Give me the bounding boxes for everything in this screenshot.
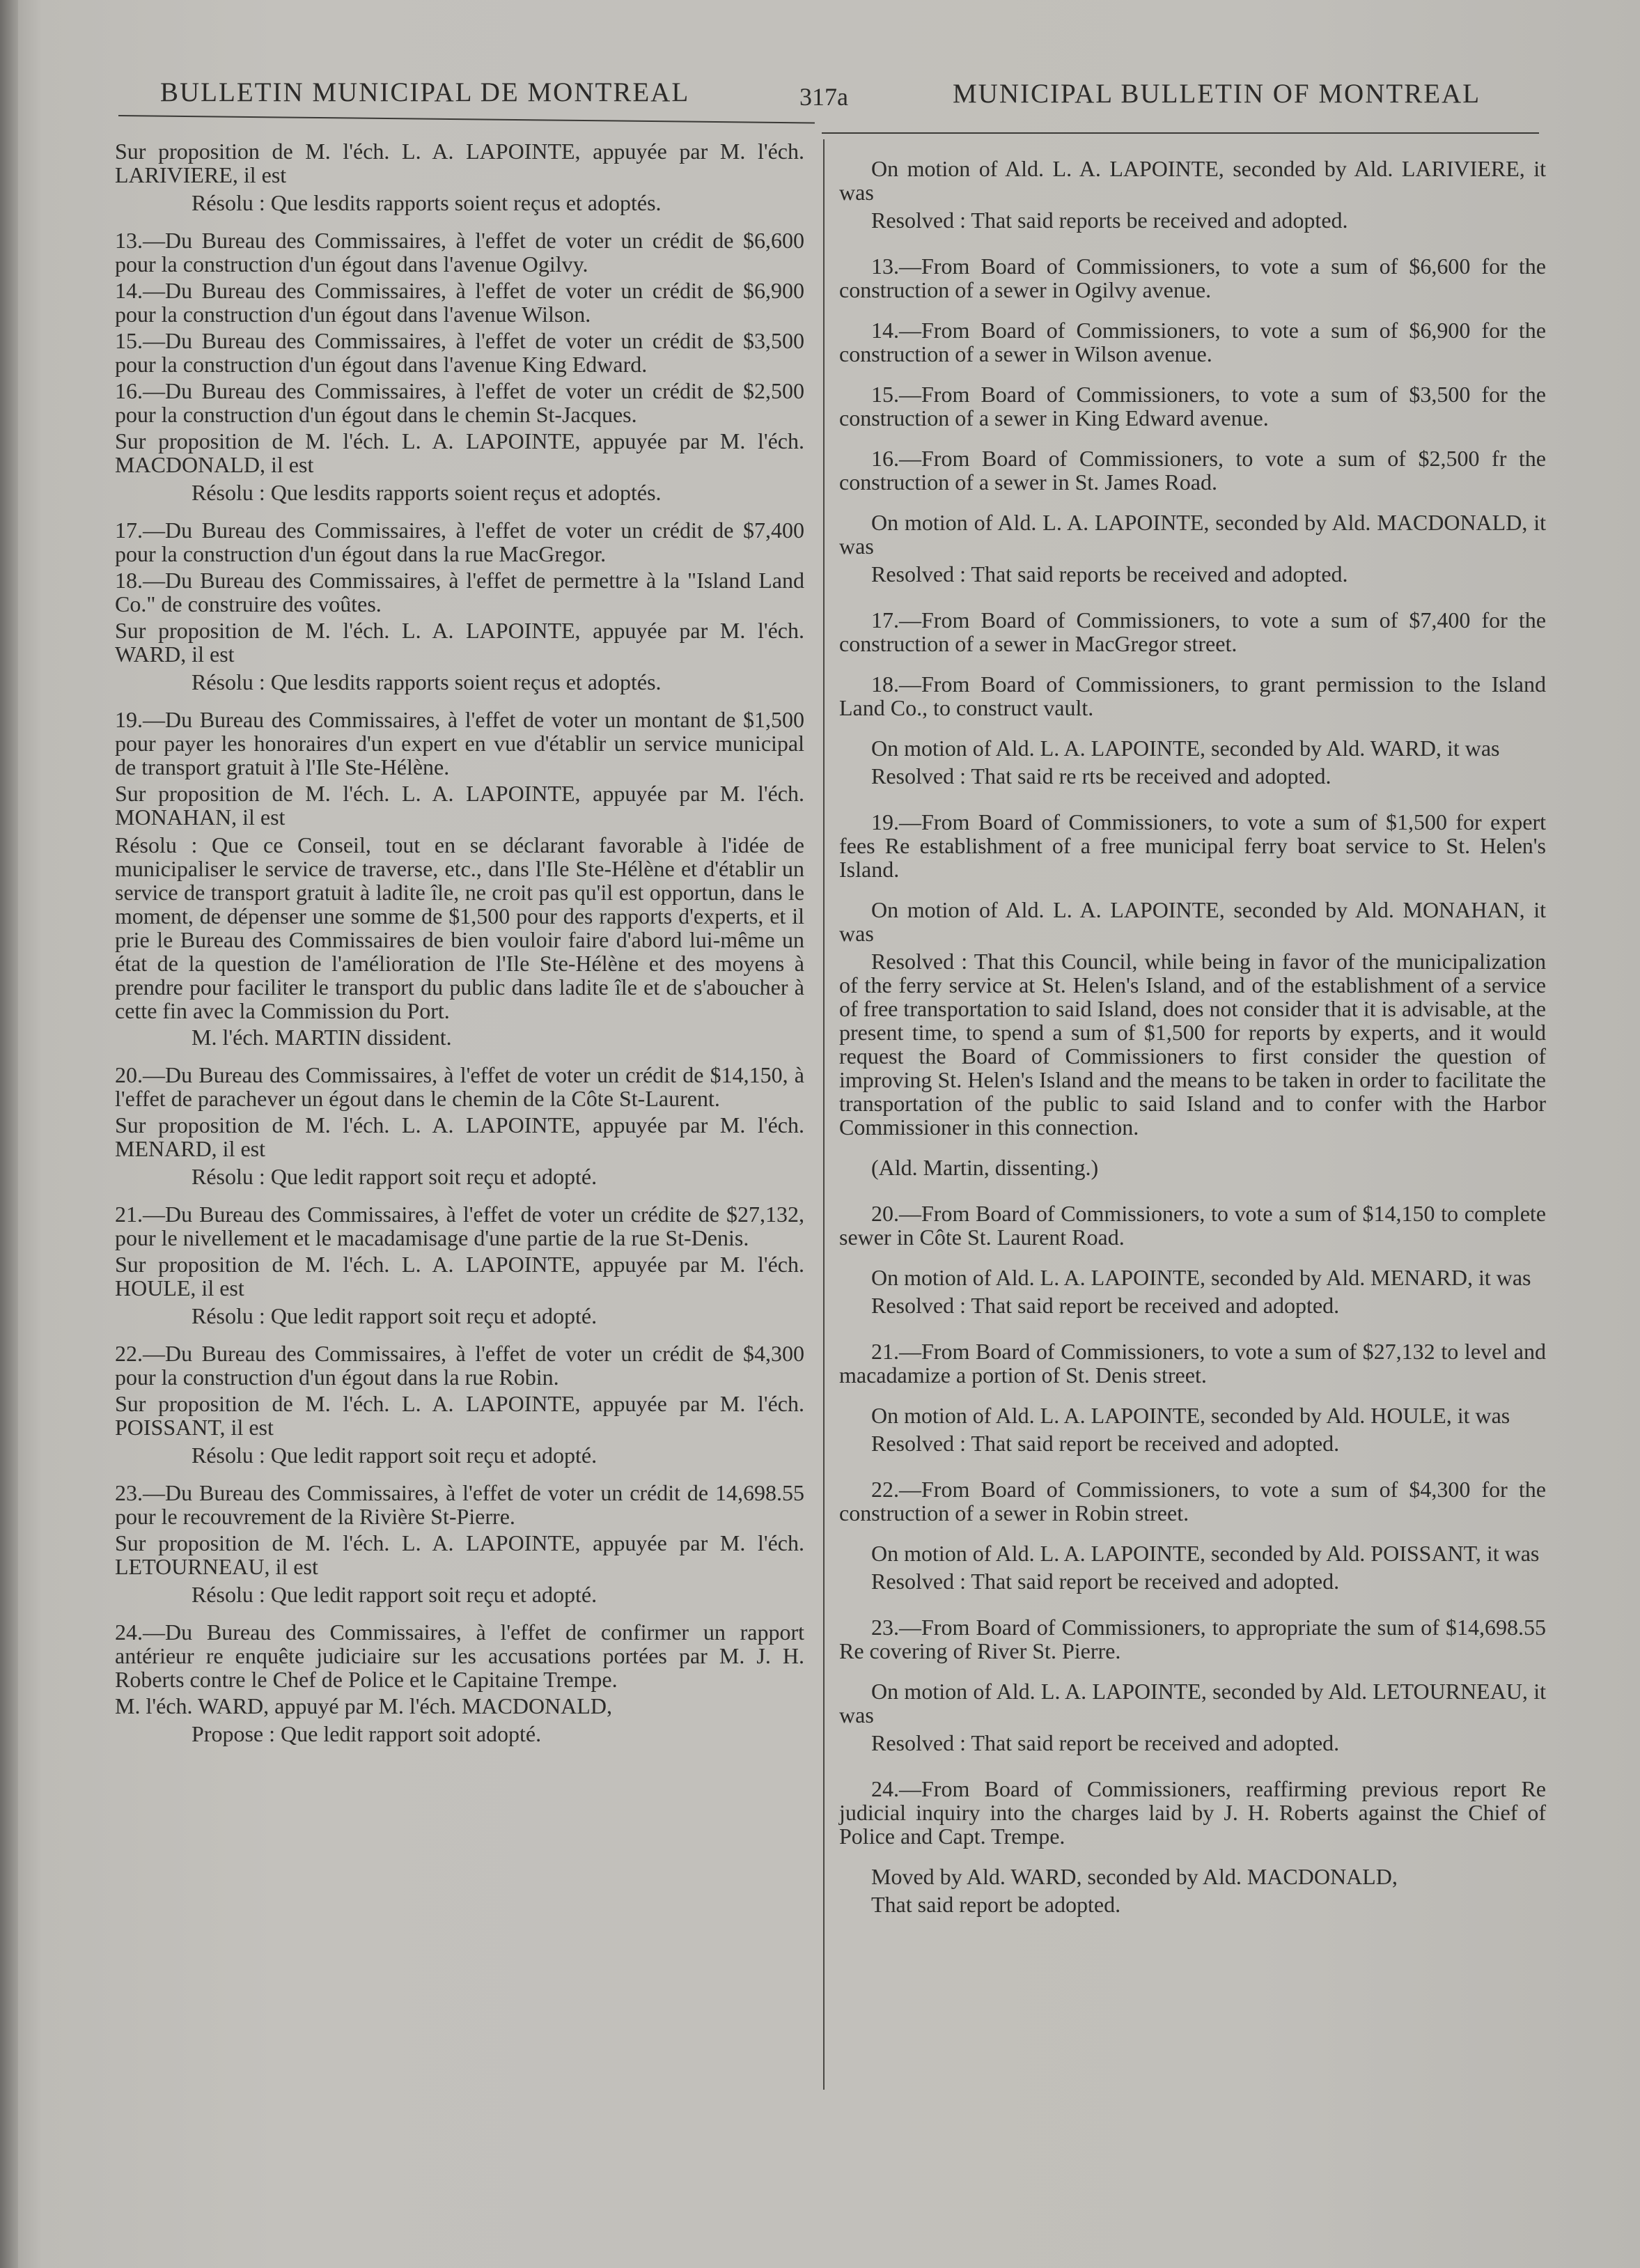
fr-paragraph: Sur proposition de M. l'éch. L. A. LAPOINTE, appuyée par M. l'éch. HOULE, il est	[115, 1252, 804, 1300]
fr-paragraph: 15.—Du Bureau des Commissaires, à l'effet de voter un crédit de $3,500 pour la construction d'un égout dans l'avenue King Edward.	[115, 328, 804, 377]
fr-paragraph: 13.—Du Bureau des Commissaires, à l'effet de voter un crédit de $6,600 pour la construction d'un égout dans l'avenue Ogilvy.	[115, 228, 804, 277]
en-paragraph: Resolved : That said re rts be received and adopted.	[871, 763, 1331, 789]
fr-paragraph: Résolu : Que ledit rapport soit reçu et adopté.	[192, 1582, 598, 1607]
en-paragraph: Resolved : That said reports be received and adopted.	[871, 561, 1348, 587]
fr-paragraph: Résolu : Que ledit rapport soit reçu et adopté.	[192, 1303, 598, 1328]
en-paragraph: On motion of Ald. L. A. LAPOINTE, seconded by Ald. MONAHAN, it was	[839, 897, 1546, 946]
fr-paragraph: Résolu : Que lesdits rapports soient reçus et adoptés.	[192, 480, 662, 505]
fr-paragraph: Sur proposition de M. l'éch. L. A. LAPOINTE, appuyée par M. l'éch. MONAHAN, il est	[115, 781, 804, 830]
fr-paragraph: 24.—Du Bureau des Commissaires, à l'effet de confirmer un rapport antérieur re enquête judiciaire sur les accusations portées par M. J. H. Roberts contre le Chef de Police et le Capitaine Trempe.	[115, 1620, 804, 1692]
fr-paragraph: Résolu : Que ce Conseil, tout en se déclarant favorable à l'idée de municipaliser le service de traverse, etc., dans l'Ile Ste-Hélène et d'établir un service de transport gratuit à ladite île, ne croit pas qu'il est opportun, dans le moment, de dépenser une somme de $1,500 pour des rapports d'experts, et il prie le Bureau des Commissaires de bien vouloir faire d'abord lui-même un état de la question de l'amélioration de l'Ile Ste-Hélène et des moyens à prendre pour faciliter le transport du public dans ladite île et de s'aboucher à cette fin avec la Commission du Port.	[115, 832, 804, 1023]
en-paragraph: 23.—From Board of Commissioners, to appropriate the sum of $14,698.55 Re covering of River St. Pierre.	[839, 1615, 1546, 1663]
header-title-english: MUNICIPAL BULLETIN OF MONTREAL	[953, 79, 1481, 109]
en-paragraph: 14.—From Board of Commissioners, to vote a sum of $6,900 for the construction of a sewer in Wilson avenue.	[839, 318, 1546, 366]
fr-paragraph: 17.—Du Bureau des Commissaires, à l'effet de voter un crédit de $7,400 pour la construction d'un égout dans la rue MacGregor.	[115, 518, 804, 566]
en-paragraph: On motion of Ald. L. A. LAPOINTE, seconded by Ald. MENARD, it was	[871, 1265, 1531, 1290]
en-paragraph: On motion of Ald. L. A. LAPOINTE, seconded by Ald. WARD, it was	[871, 736, 1500, 761]
en-paragraph: On motion of Ald. L. A. LAPOINTE, seconded by Ald. LETOURNEAU, it was	[839, 1679, 1546, 1727]
fr-paragraph: 23.—Du Bureau des Commissaires, à l'effet de voter un crédit de 14,698.55 pour le recouvrement de la Rivière St-Pierre.	[115, 1480, 804, 1529]
en-paragraph: On motion of Ald. L. A. LAPOINTE, seconded by Ald. MACDONALD, it was	[839, 510, 1546, 559]
fr-paragraph: 16.—Du Bureau des Commissaires, à l'effet de voter un crédit de $2,500 pour la construction d'un égout dans le chemin St-Jacques.	[115, 378, 804, 427]
en-paragraph: 22.—From Board of Commissioners, to vote a sum of $4,300 for the construction of a sewer in Robin street.	[839, 1477, 1546, 1525]
en-paragraph: 24.—From Board of Commissioners, reaffirming previous report Re judicial inquiry into the charges laid by J. H. Roberts against the Chief of Police and Capt. Trempe.	[839, 1776, 1546, 1849]
en-paragraph: 15.—From Board of Commissioners, to vote a sum of $3,500 for the construction of a sewer in King Edward avenue.	[839, 382, 1546, 430]
fr-paragraph: Résolu : Que lesdits rapports soient reçus et adoptés.	[192, 190, 662, 215]
en-paragraph: Resolved : That said report be received and adopted.	[871, 1293, 1340, 1318]
en-paragraph: That said report be adopted.	[871, 1892, 1121, 1917]
fr-paragraph: 21.—Du Bureau des Commissaires, à l'effet de voter un crédite de $27,132, pour le nivellement et le macadamisage d'une partie de la rue St-Denis.	[115, 1202, 804, 1250]
fr-paragraph: Résolu : Que ledit rapport soit reçu et adopté.	[192, 1164, 598, 1189]
en-paragraph: Moved by Ald. WARD, seconded by Ald. MACDONALD,	[871, 1864, 1398, 1889]
fr-paragraph: 20.—Du Bureau des Commissaires, à l'effet de voter un crédit de $14,150, à l'effet de parachever un égout dans le chemin de la Côte St-Laurent.	[115, 1062, 804, 1111]
fr-paragraph: Sur proposition de M. l'éch. L. A. LAPOINTE, appuyée par M. l'éch. WARD, il est	[115, 618, 804, 667]
fr-paragraph: 22.—Du Bureau des Commissaires, à l'effet de voter un crédit de $4,300 pour la construction d'un égout dans la rue Robin.	[115, 1341, 804, 1390]
en-paragraph: 19.—From Board of Commissioners, to vote a sum of $1,500 for expert fees Re establishment of a free municipal ferry boat service to St. Helen's Island.	[839, 809, 1546, 882]
fr-paragraph: 18.—Du Bureau des Commissaires, à l'effet de permettre à la "Island Land Co." de construire des voûtes.	[115, 568, 804, 616]
en-paragraph: 13.—From Board of Commissioners, to vote a sum of $6,600 for the construction of a sewer in Ogilvy avenue.	[839, 254, 1546, 302]
en-paragraph: Resolved : That said report be received and adopted.	[871, 1431, 1340, 1456]
en-paragraph: Resolved : That said report be received and adopted.	[871, 1730, 1340, 1755]
fr-paragraph: Sur proposition de M. l'éch. L. A. LAPOINTE, appuyée par M. l'éch. LETOURNEAU, il est	[115, 1530, 804, 1579]
en-paragraph: 16.—From Board of Commissioners, to vote a sum of $2,500 fr the construction of a sewer in St. James Road.	[839, 446, 1546, 495]
header-title-french: BULLETIN MUNICIPAL DE MONTREAL	[160, 77, 690, 107]
en-paragraph: Resolved : That said reports be received and adopted.	[871, 208, 1348, 233]
fr-paragraph: 14.—Du Bureau des Commissaires, à l'effet de voter un crédit de $6,900 pour la construction d'un égout dans l'avenue Wilson.	[115, 278, 804, 327]
page-binding	[0, 0, 18, 2268]
en-paragraph: Resolved : That this Council, while being in favor of the municipalization of the ferry service at St. Helen's Island, and of the establishment of a service of free transportation to said Island, does not consider that it is advisable, at the present time, to spend a sum of $1,500 for reports by experts, and it would request the Board of Commissioners to first consider the question of improving St. Helen's Island and the means to be taken in order to facilitate the transportation of the public to said Island and to confer with the Harbor Commissioner in this connection.	[839, 949, 1546, 1140]
en-paragraph: On motion of Ald. L. A. LAPOINTE, seconded by Ald. HOULE, it was	[871, 1403, 1510, 1428]
fr-paragraph: Sur proposition de M. l'éch. L. A. LAPOINTE, appuyée par M. l'éch. MENARD, il est	[115, 1112, 804, 1161]
en-paragraph: (Ald. Martin, dissenting.)	[871, 1155, 1099, 1180]
en-paragraph: 18.—From Board of Commissioners, to grant permission to the Island Land Co., to construct vault.	[839, 671, 1546, 720]
column-divider	[823, 139, 825, 2090]
en-paragraph: On motion of Ald. L. A. LAPOINTE, seconded by Ald. POISSANT, it was	[871, 1541, 1540, 1566]
fr-paragraph: Résolu : Que ledit rapport soit reçu et adopté.	[192, 1443, 598, 1468]
fr-paragraph: M. l'éch. WARD, appuyé par M. l'éch. MACDONALD,	[115, 1693, 612, 1718]
fr-paragraph: Propose : Que ledit rapport soit adopté.	[192, 1721, 542, 1746]
en-paragraph: Resolved : That said report be received and adopted.	[871, 1569, 1340, 1594]
header-rule-right	[822, 132, 1539, 134]
en-paragraph: On motion of Ald. L. A. LAPOINTE, seconded by Ald. LARIVIERE, it was	[839, 156, 1546, 205]
fr-paragraph: Résolu : Que lesdits rapports soient reçus et adoptés.	[192, 669, 662, 694]
page-number: 317a	[799, 83, 848, 111]
fr-paragraph: 19.—Du Bureau des Commissaires, à l'effet de voter un montant de $1,500 pour payer les honoraires d'un expert en vue d'établir un service municipal de transport gratuit à l'Ile Ste-Hélène.	[115, 707, 804, 779]
fr-paragraph: M. l'éch. MARTIN dissident.	[192, 1025, 452, 1050]
fr-paragraph: Sur proposition de M. l'éch. L. A. LAPOINTE, appuyée par M. l'éch. MACDONALD, il est	[115, 428, 804, 477]
fr-paragraph: Sur proposition de M. l'éch. L. A. LAPOINTE, appuyée par M. l'éch. POISSANT, il est	[115, 1391, 804, 1440]
en-paragraph: 17.—From Board of Commissioners, to vote a sum of $7,400 for the construction of a sewer in MacGregor street.	[839, 607, 1546, 656]
french-column	[115, 139, 804, 1760]
en-paragraph: 21.—From Board of Commissioners, to vote a sum of $27,132 to level and macadamize a portion of St. Denis street.	[839, 1339, 1546, 1388]
fr-paragraph: Sur proposition de M. l'éch. L. A. LAPOINTE, appuyée par M. l'éch. LARIVIERE, il est	[115, 139, 804, 187]
english-column	[839, 157, 1546, 1939]
en-paragraph: 20.—From Board of Commissioners, to vote a sum of $14,150 to complete sewer in Côte St. Laurent Road.	[839, 1201, 1546, 1250]
